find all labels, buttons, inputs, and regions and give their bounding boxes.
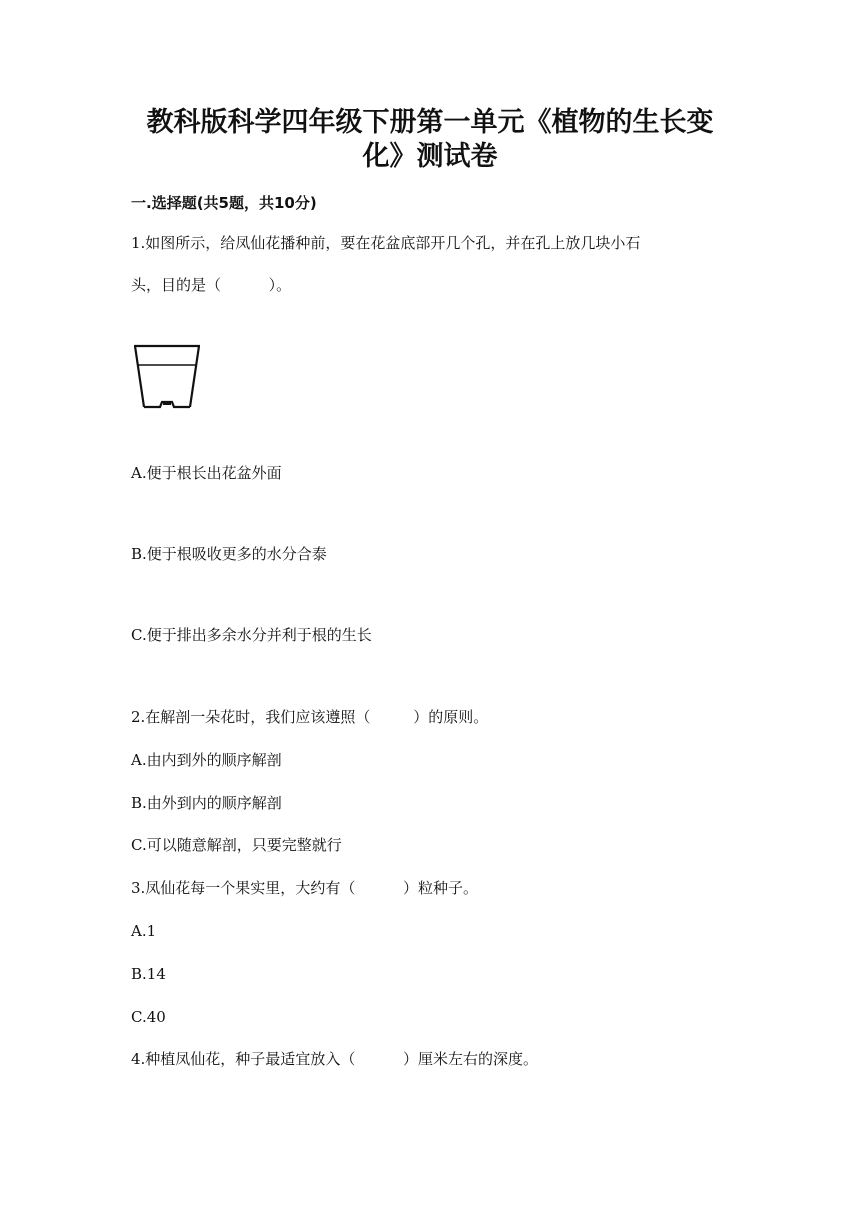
question-1-option-b: B.便于根吸收更多的水分合泰 xyxy=(131,545,327,563)
question-1-option-c: C.便于排出多余水分并利于根的生长 xyxy=(131,626,372,644)
question-4-stem: 4.种植凤仙花，种子最适宜放入（ ）厘米左右的深度。 xyxy=(131,1050,538,1068)
question-3-stem: 3.凤仙花每一个果实里，大约有（ ）粒种子。 xyxy=(131,879,478,897)
question-3-option-c: C.40 xyxy=(131,1008,166,1026)
question-1-option-a: A.便于根长出花盆外面 xyxy=(131,464,282,482)
section-heading: 一.选择题(共5题，共10分) xyxy=(131,194,317,212)
question-2-option-b: B.由外到内的顺序解剖 xyxy=(131,794,282,812)
page-title-line-1: 教科版科学四年级下册第一单元《植物的生长变 xyxy=(146,107,714,138)
question-1-stem-line-1: 1.如图所示，给凤仙花播种前，要在花盆底部开几个孔，并在孔上放几块小石 xyxy=(131,234,641,252)
question-2-option-a: A.由内到外的顺序解剖 xyxy=(131,751,282,769)
question-2-stem: 2.在解剖一朵花时，我们应该遵照（ ）的原则。 xyxy=(131,708,489,726)
question-3-option-a: A.1 xyxy=(131,922,157,940)
question-3-option-b: B.14 xyxy=(131,965,166,983)
page-title-line-2: 化》测试卷 xyxy=(362,141,498,172)
question-2-option-c: C.可以随意解剖，只要完整就行 xyxy=(131,836,342,854)
question-1-stem-line-2: 头，目的是（ ）。 xyxy=(131,276,292,294)
flower-pot-icon xyxy=(132,343,202,411)
